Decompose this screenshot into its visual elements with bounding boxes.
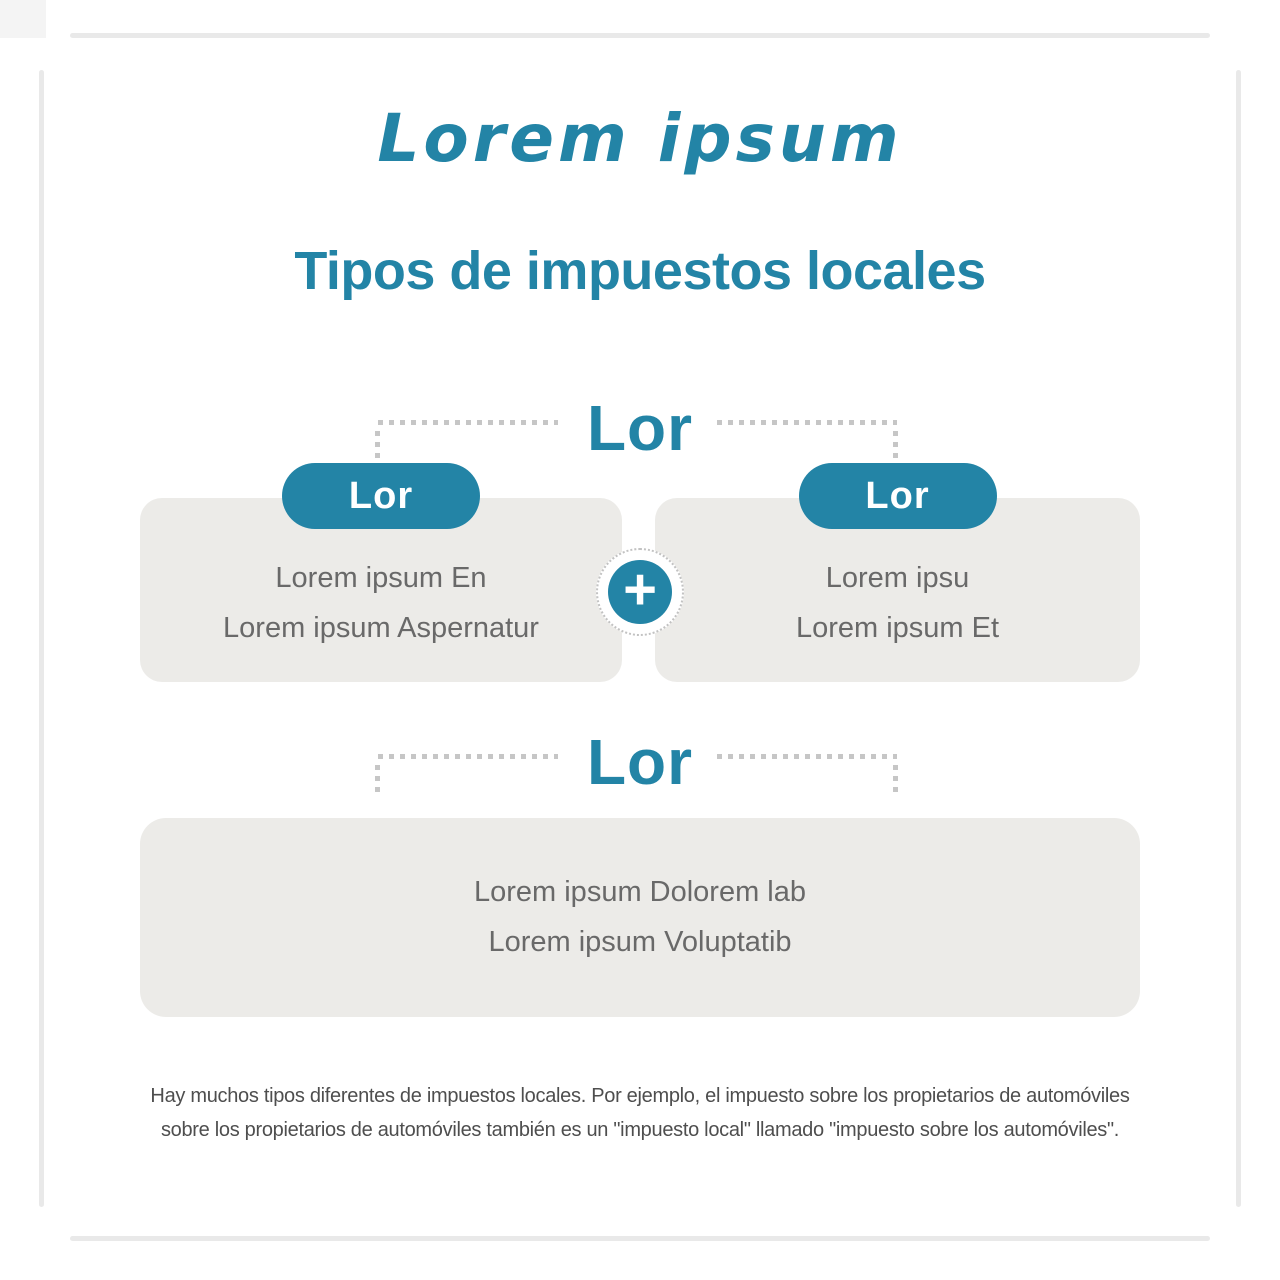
bottom-section-heading: Lor [586, 726, 694, 798]
frame-line-top [70, 33, 1210, 38]
dotted-line-top-left [378, 420, 558, 425]
bottom-card [140, 818, 1140, 1017]
dotted-line-top-right [717, 420, 897, 425]
plus-icon: + [608, 560, 672, 624]
corner-patch [0, 0, 46, 38]
dotted-connector-bottom-left [375, 765, 380, 792]
right-card-badge: Lor [799, 463, 997, 529]
top-section-heading: Lor [586, 392, 694, 464]
dotted-connector-top-left [375, 431, 380, 458]
frame-line-bottom [70, 1236, 1210, 1241]
left-card-badge: Lor [282, 463, 480, 529]
right-card-text [655, 498, 1140, 682]
footer-line-1: Hay muchos tipos diferentes de impuestos locales. Por ejemplo, el impuesto sobre los propietarios de automóviles [150, 1085, 1130, 1107]
left-card [140, 474, 622, 682]
right-card [655, 474, 1140, 682]
left-card-line-2: Lorem ipsum Aspernatur [223, 611, 539, 644]
plus-badge [596, 548, 684, 636]
footer-paragraph [0, 1079, 1280, 1147]
dotted-line-bottom-right [717, 754, 897, 759]
right-card-line-2: Lorem ipsum Et [795, 611, 1000, 644]
dotted-connector-top-right [893, 431, 898, 458]
left-card-text [140, 498, 622, 682]
dotted-connector-bottom-right [893, 765, 898, 792]
script-title: Lorem ipsum [377, 100, 903, 177]
footer-line-2: sobre los propietarios de automóviles también es un "impuesto local" llamado "impuesto sobre los automóviles". [160, 1119, 1120, 1141]
page-title: Tipos de impuestos locales [294, 241, 986, 301]
dotted-line-bottom-left [378, 754, 558, 759]
bottom-card-line-2: Lorem ipsum Voluptatib [488, 926, 792, 958]
right-card-line-1: Lorem ipsu [825, 561, 970, 594]
bottom-card-line-1: Lorem ipsum Dolorem lab [473, 876, 806, 908]
left-card-line-1: Lorem ipsum En [275, 561, 487, 594]
bottom-card-text [140, 818, 1140, 1017]
